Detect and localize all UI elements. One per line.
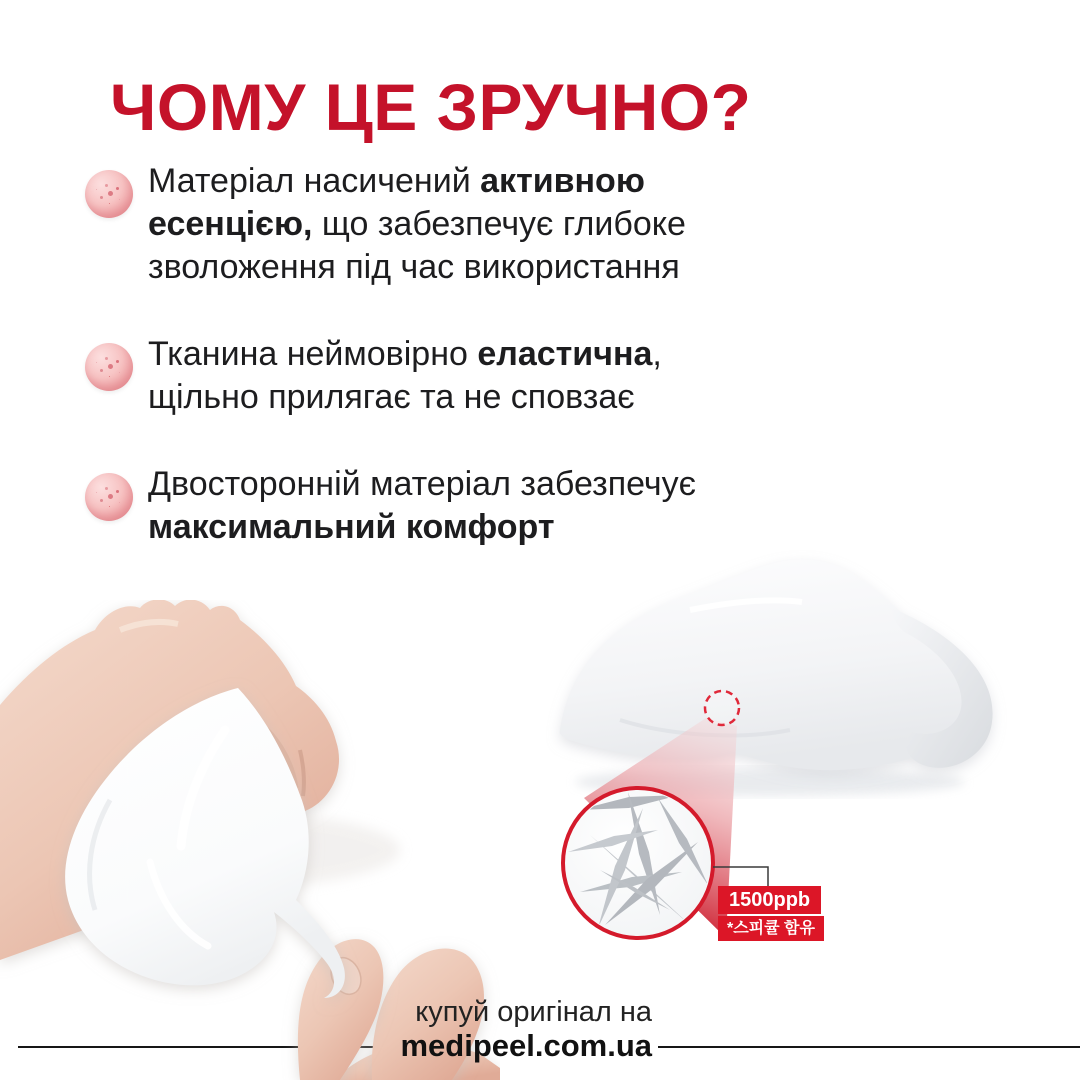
spicule-capsule-icon xyxy=(85,343,133,391)
benefit-item xyxy=(85,463,725,549)
footer-tagline: купуй оригінал на xyxy=(415,996,652,1028)
text-segment: есенцією, xyxy=(148,205,313,243)
benefit-item xyxy=(85,333,725,419)
spicule-specks xyxy=(108,494,113,499)
benefits-list xyxy=(85,160,725,593)
text-segment: що забезпечує глибоке xyxy=(312,205,686,243)
spicule-amount-badge: 1500ppb xyxy=(718,886,821,914)
text-segment: зволоження під час використання xyxy=(148,248,680,286)
benefit-line xyxy=(148,376,662,419)
benefit-line xyxy=(148,203,686,246)
footer-site-url: medipeel.com.ua xyxy=(400,1028,652,1063)
dashed-circle-target xyxy=(705,691,739,725)
benefit-text xyxy=(148,333,662,419)
spicule-specks xyxy=(108,191,113,196)
benefit-line xyxy=(148,246,686,289)
text-segment: Тканина неймовірно xyxy=(148,335,478,373)
benefit-item xyxy=(85,160,725,289)
benefit-line xyxy=(148,463,696,506)
benefit-line xyxy=(148,160,686,203)
footer xyxy=(400,996,652,1062)
magnifier-circle xyxy=(563,788,713,938)
benefit-line xyxy=(148,333,662,376)
text-segment: максимальний комфорт xyxy=(148,508,555,546)
text-segment: , xyxy=(652,335,662,373)
spicule-capsule-icon xyxy=(85,170,133,218)
benefit-text xyxy=(148,160,686,289)
text-segment: Матеріал насичений xyxy=(148,162,481,200)
divider-line-right xyxy=(658,1046,1080,1048)
text-segment: щільно прилягає та не сповзає xyxy=(148,378,635,416)
spicule-specks xyxy=(108,364,113,369)
text-segment: Двосторонній матеріал забезпечує xyxy=(148,465,696,503)
spicule-caption-badge: *스피큘 함유 xyxy=(718,916,824,941)
text-segment: активною xyxy=(480,162,645,200)
spicule-capsule-icon xyxy=(85,473,133,521)
benefit-text xyxy=(148,463,696,549)
text-segment: еластична xyxy=(477,335,653,373)
page-title: ЧОМУ ЦЕ ЗРУЧНО? xyxy=(110,70,752,144)
